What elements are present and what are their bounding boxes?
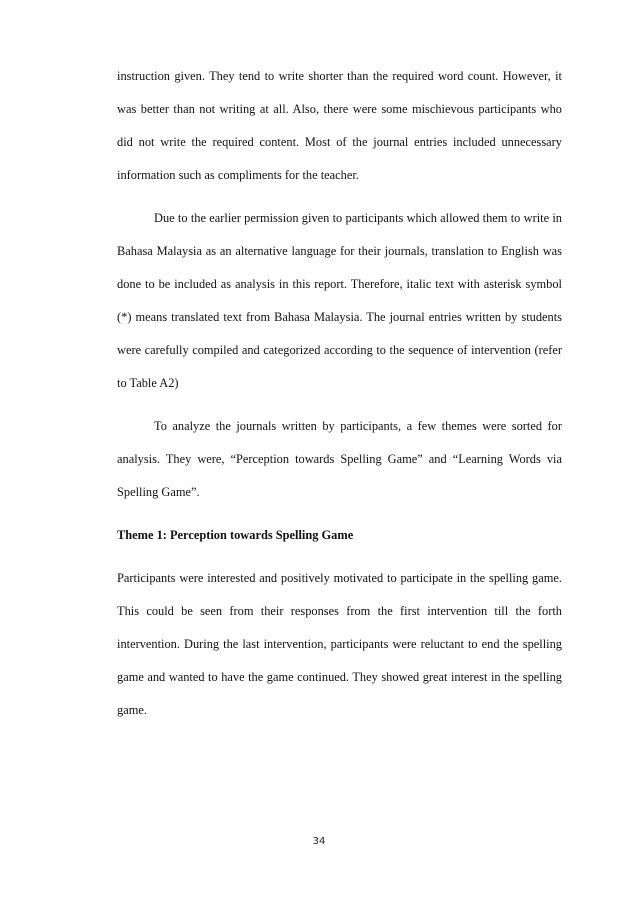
paragraph-themes: To analyze the journals written by participants, a few themes were sorted for analysis. They were, “Perception towards Spelling Game” and “Learning Words via Spelling Game”. (117, 419, 562, 499)
section-heading: Theme 1: Perception towards Spelling Game (117, 528, 354, 542)
page-number: 34 (312, 836, 326, 847)
paragraph-continuation: instruction given. They tend to write shorter than the required word count. However, it was better than not writing at all. Also, there were some mischievous participants who did not write the required content. Most of the journal entries included unnecessary information such as compliments for the teacher. (117, 69, 562, 182)
paragraph-theme-1: Participants were interested and positively motivated to participate in the spelling game. This could be seen from their responses from the first intervention till the forth intervention. During the last intervention, participants were reluctant to end the spelling game and wanted to have the game continued. They showed great interest in the spelling game. (117, 571, 562, 717)
paragraph-translation-note: Due to the earlier permission given to participants which allowed them to write in Bahasa Malaysia as an alternative language for their journals, translation to English was done to be included as analysis in this report. Therefore, italic text with asterisk symbol (*) means translated text from Bahasa Malaysia. The journal entries written by students were carefully compiled and categorized according to the sequence of intervention (refer to Table A2) (117, 211, 562, 390)
page-body (117, 60, 562, 737)
